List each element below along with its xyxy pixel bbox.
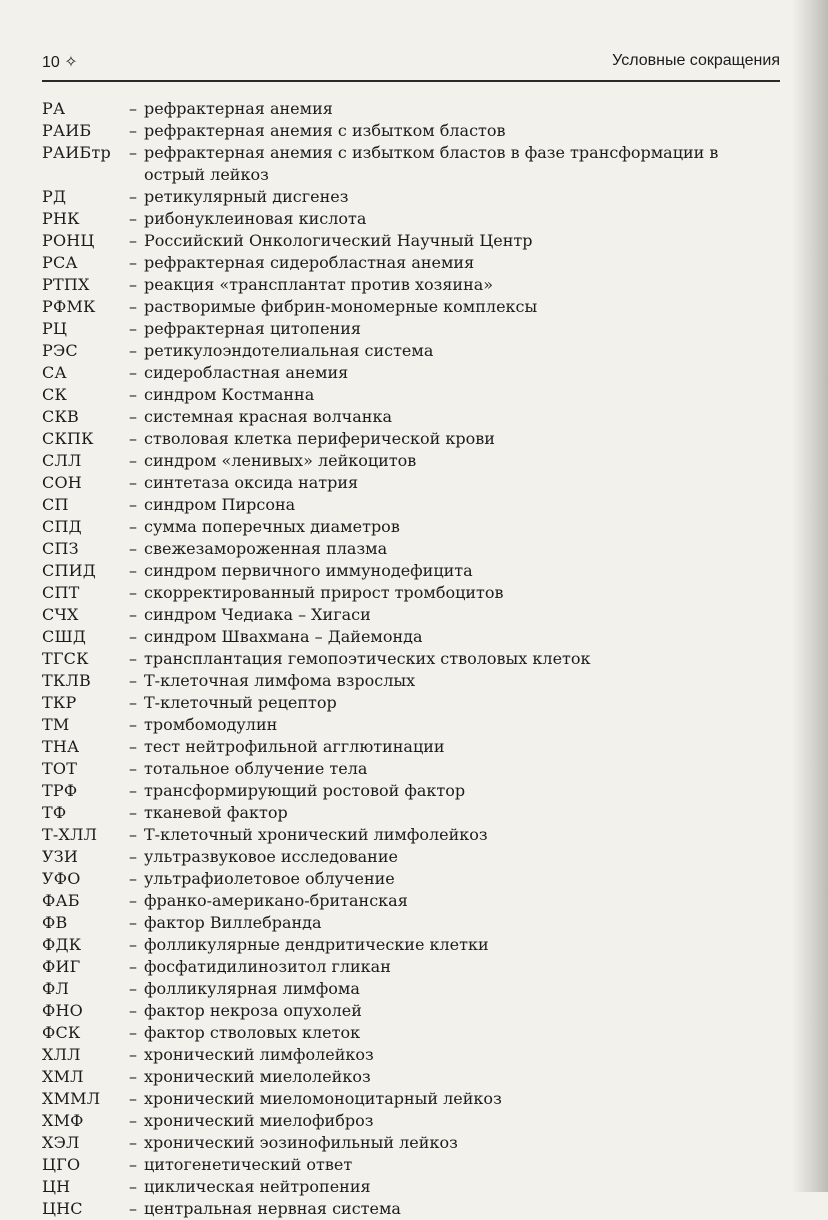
abbreviation-entry: [42, 274, 782, 296]
entry-dash: –: [129, 759, 137, 778]
abbreviation-list: [42, 98, 782, 1220]
abbreviation-term: ТКР: [42, 693, 77, 712]
abbreviation-term: ФИГ: [42, 957, 81, 976]
abbreviation-entry: [42, 186, 782, 208]
entry-dash: –: [129, 143, 137, 162]
abbreviation-term: РТПХ: [42, 275, 90, 294]
abbreviation-entry: [42, 736, 782, 758]
abbreviation-entry: [42, 978, 782, 1000]
abbreviation-entry: [42, 1088, 782, 1110]
abbreviation-entry: [42, 626, 782, 648]
abbreviation-entry: [42, 516, 782, 538]
abbreviation-definition: фактор Виллебранда: [144, 913, 322, 932]
entry-dash: –: [129, 847, 137, 866]
abbreviation-term: ЦНС: [42, 1199, 83, 1218]
abbreviation-definition: трансформирующий ростовой фактор: [144, 781, 466, 800]
page-edge-shadow: [792, 0, 828, 1192]
entry-dash: –: [129, 693, 137, 712]
abbreviation-entry: [42, 604, 782, 626]
abbreviation-entry: [42, 120, 782, 142]
abbreviation-term: РФМК: [42, 297, 96, 316]
abbreviation-entry: [42, 1132, 782, 1154]
entry-dash: –: [129, 319, 137, 338]
abbreviation-definition: ретикулярный дисгенез: [144, 187, 349, 206]
abbreviation-definition: стволовая клетка периферической крови: [144, 429, 495, 448]
abbreviation-entry: [42, 142, 782, 186]
abbreviation-term: РА: [42, 99, 66, 118]
entry-dash: –: [129, 649, 137, 668]
abbreviation-entry: [42, 340, 782, 362]
entry-dash: –: [129, 1155, 137, 1174]
entry-dash: –: [129, 627, 137, 646]
entry-dash: –: [129, 1067, 137, 1086]
abbreviation-definition: синдром Пирсона: [144, 495, 296, 514]
abbreviation-term: РЭС: [42, 341, 78, 360]
abbreviation-definition: рефрактерная анемия: [144, 99, 333, 118]
abbreviation-definition: хронический миелофиброз: [144, 1111, 374, 1130]
entry-dash: –: [129, 979, 137, 998]
abbreviation-entry: [42, 582, 782, 604]
abbreviation-term: СА: [42, 363, 67, 382]
abbreviation-definition: синдром первичного иммунодефицита: [144, 561, 473, 580]
abbreviation-term: РЦ: [42, 319, 68, 338]
entry-dash: –: [129, 715, 137, 734]
abbreviation-entry: [42, 758, 782, 780]
entry-dash: –: [129, 737, 137, 756]
abbreviation-entry: [42, 406, 782, 428]
abbreviation-entry: [42, 208, 782, 230]
abbreviation-definition: рефрактерная анемия с избытком бластов: [144, 121, 506, 140]
abbreviation-definition: фолликулярные дендритические клетки: [144, 935, 489, 954]
entry-dash: –: [129, 1199, 137, 1218]
abbreviation-definition: Т-клеточная лимфома взрослых: [144, 671, 416, 690]
header-rule: [42, 80, 780, 82]
abbreviation-definition: хронический миелолейкоз: [144, 1067, 371, 1086]
abbreviation-definition: синдром Швахмана – Дайемонда: [144, 627, 423, 646]
entry-dash: –: [129, 1177, 137, 1196]
abbreviation-definition: трансплантация гемопоэтических стволовых клеток: [144, 649, 591, 668]
entry-dash: –: [129, 209, 137, 228]
abbreviation-definition: хронический миеломоноцитарный лейкоз: [144, 1089, 502, 1108]
abbreviation-entry: [42, 1022, 782, 1044]
abbreviation-term: СПИД: [42, 561, 96, 580]
entry-dash: –: [129, 385, 137, 404]
abbreviation-definition: системная красная волчанка: [144, 407, 392, 426]
abbreviation-definition: франко-американо-британская: [144, 891, 408, 910]
abbreviation-term: СПД: [42, 517, 82, 536]
abbreviation-definition: реакция «трансплантат против хозяина»: [144, 275, 494, 294]
abbreviation-term: СШД: [42, 627, 87, 646]
abbreviation-definition: Российский Онкологический Научный Центр: [144, 231, 533, 250]
abbreviation-entry: [42, 890, 782, 912]
abbreviation-entry: [42, 230, 782, 252]
abbreviation-term: РАИБ: [42, 121, 92, 140]
entry-dash: –: [129, 407, 137, 426]
entry-dash: –: [129, 99, 137, 118]
entry-dash: –: [129, 297, 137, 316]
abbreviation-entry: [42, 1154, 782, 1176]
abbreviation-term: СЛЛ: [42, 451, 82, 470]
abbreviation-term: ЦН: [42, 1177, 71, 1196]
abbreviation-definition: Т-клеточный рецептор: [144, 693, 337, 712]
abbreviation-term: ТОТ: [42, 759, 78, 778]
abbreviation-definition: рефрактерная анемия с избытком бластов в фазе трансформации в острый лейкоз: [144, 143, 719, 184]
abbreviation-term: РОНЦ: [42, 231, 95, 250]
abbreviation-entry: [42, 802, 782, 824]
abbreviation-definition: синдром «ленивых» лейкоцитов: [144, 451, 417, 470]
abbreviation-term: ТКЛВ: [42, 671, 91, 690]
abbreviation-entry: [42, 1198, 782, 1220]
abbreviation-definition: ультрафиолетовое облучение: [144, 869, 395, 888]
entry-dash: –: [129, 253, 137, 272]
entry-dash: –: [129, 341, 137, 360]
entry-dash: –: [129, 891, 137, 910]
entry-dash: –: [129, 583, 137, 602]
abbreviation-entry: [42, 494, 782, 516]
abbreviation-entry: [42, 538, 782, 560]
abbreviation-term: СОН: [42, 473, 82, 492]
abbreviation-term: ХМФ: [42, 1111, 84, 1130]
entry-dash: –: [129, 451, 137, 470]
entry-dash: –: [129, 275, 137, 294]
abbreviation-term: СПТ: [42, 583, 80, 602]
abbreviation-entry: [42, 450, 782, 472]
abbreviation-entry: [42, 1000, 782, 1022]
abbreviation-entry: [42, 846, 782, 868]
entry-dash: –: [129, 1001, 137, 1020]
abbreviation-term: ТГСК: [42, 649, 89, 668]
abbreviation-entry: [42, 868, 782, 890]
entry-dash: –: [129, 1133, 137, 1152]
entry-dash: –: [129, 473, 137, 492]
entry-dash: –: [129, 187, 137, 206]
abbreviation-term: РД: [42, 187, 67, 206]
abbreviation-definition: фосфатидилинозитол гликан: [144, 957, 391, 976]
entry-dash: –: [129, 781, 137, 800]
abbreviation-entry: [42, 472, 782, 494]
abbreviation-entry: [42, 670, 782, 692]
abbreviation-entry: [42, 780, 782, 802]
entry-dash: –: [129, 517, 137, 536]
abbreviation-definition: тромбомодулин: [144, 715, 278, 734]
abbreviation-entry: [42, 714, 782, 736]
abbreviation-definition: рефрактерная цитопения: [144, 319, 361, 338]
abbreviation-term: ТФ: [42, 803, 67, 822]
abbreviation-definition: фактор стволовых клеток: [144, 1023, 361, 1042]
abbreviation-definition: скорректированный прирост тромбоцитов: [144, 583, 504, 602]
abbreviation-definition: синтетаза оксида натрия: [144, 473, 359, 492]
abbreviation-term: УФО: [42, 869, 81, 888]
abbreviation-term: ФСК: [42, 1023, 81, 1042]
page-header: [42, 50, 780, 76]
entry-dash: –: [129, 869, 137, 888]
abbreviation-term: ТМ: [42, 715, 70, 734]
entry-dash: –: [129, 121, 137, 140]
abbreviation-definition: тест нейтрофильной агглютинации: [144, 737, 445, 756]
entry-dash: –: [129, 913, 137, 932]
entry-dash: –: [129, 1045, 137, 1064]
abbreviation-term: ФАБ: [42, 891, 80, 910]
abbreviation-term: ХЛЛ: [42, 1045, 81, 1064]
abbreviation-term: СКВ: [42, 407, 79, 426]
abbreviation-term: УЗИ: [42, 847, 79, 866]
abbreviation-definition: сумма поперечных диаметров: [144, 517, 400, 536]
entry-dash: –: [129, 1089, 137, 1108]
abbreviation-entry: [42, 1176, 782, 1198]
abbreviation-definition: сидеробластная анемия: [144, 363, 349, 382]
entry-dash: –: [129, 605, 137, 624]
entry-dash: –: [129, 495, 137, 514]
abbreviation-entry: [42, 1110, 782, 1132]
abbreviation-term: ТНА: [42, 737, 80, 756]
abbreviation-definition: синдром Чедиака – Хигаси: [144, 605, 371, 624]
entry-dash: –: [129, 825, 137, 844]
abbreviation-entry: [42, 1066, 782, 1088]
entry-dash: –: [129, 935, 137, 954]
abbreviation-term: ТРФ: [42, 781, 78, 800]
abbreviation-definition: рибонуклеиновая кислота: [144, 209, 367, 228]
abbreviation-definition: центральная нервная система: [144, 1199, 401, 1218]
abbreviation-term: ХММЛ: [42, 1089, 101, 1108]
abbreviation-term: СК: [42, 385, 68, 404]
abbreviation-definition: цитогенетический ответ: [144, 1155, 353, 1174]
section-title: Условные сокращения: [612, 52, 780, 69]
abbreviation-entry: [42, 318, 782, 340]
abbreviation-entry: [42, 912, 782, 934]
abbreviation-entry: [42, 428, 782, 450]
abbreviation-definition: хронический эозинофильный лейкоз: [144, 1133, 458, 1152]
abbreviation-entry: [42, 692, 782, 714]
abbreviation-definition: ретикулоэндотелиальная система: [144, 341, 434, 360]
entry-dash: –: [129, 671, 137, 690]
entry-dash: –: [129, 561, 137, 580]
abbreviation-term: СКПК: [42, 429, 94, 448]
abbreviation-term: ФЛ: [42, 979, 70, 998]
abbreviation-entry: [42, 252, 782, 274]
abbreviation-term: ХМЛ: [42, 1067, 84, 1086]
abbreviation-entry: [42, 362, 782, 384]
abbreviation-definition: Т-клеточный хронический лимфолейкоз: [144, 825, 488, 844]
abbreviation-definition: циклическая нейтропения: [144, 1177, 371, 1196]
abbreviation-definition: синдром Костманна: [144, 385, 315, 404]
page-number: 10 ✧: [42, 54, 78, 71]
entry-dash: –: [129, 231, 137, 250]
abbreviation-definition: фактор некроза опухолей: [144, 1001, 362, 1020]
abbreviation-entry: [42, 648, 782, 670]
abbreviation-term: ФНО: [42, 1001, 83, 1020]
abbreviation-term: ХЭЛ: [42, 1133, 80, 1152]
abbreviation-entry: [42, 296, 782, 318]
abbreviation-term: СП: [42, 495, 69, 514]
abbreviation-entry: [42, 384, 782, 406]
abbreviation-definition: фолликулярная лимфома: [144, 979, 360, 998]
entry-dash: –: [129, 1111, 137, 1130]
abbreviation-entry: [42, 824, 782, 846]
abbreviation-term: ФВ: [42, 913, 68, 932]
abbreviation-entry: [42, 98, 782, 120]
abbreviation-definition: тканевой фактор: [144, 803, 288, 822]
entry-dash: –: [129, 539, 137, 558]
abbreviation-definition: ультразвуковое исследование: [144, 847, 398, 866]
abbreviation-term: СЧХ: [42, 605, 79, 624]
abbreviation-term: СПЗ: [42, 539, 79, 558]
abbreviation-definition: тотальное облучение тела: [144, 759, 368, 778]
abbreviation-term: РСА: [42, 253, 78, 272]
abbreviation-term: РНК: [42, 209, 80, 228]
entry-dash: –: [129, 957, 137, 976]
entry-dash: –: [129, 363, 137, 382]
abbreviation-term: ФДК: [42, 935, 82, 954]
abbreviation-definition: рефрактерная сидеробластная анемия: [144, 253, 475, 272]
entry-dash: –: [129, 429, 137, 448]
abbreviation-definition: хронический лимфолейкоз: [144, 1045, 374, 1064]
entry-dash: –: [129, 1023, 137, 1042]
abbreviation-term: Т-ХЛЛ: [42, 825, 98, 844]
abbreviation-term: ЦГО: [42, 1155, 81, 1174]
abbreviation-entry: [42, 956, 782, 978]
entry-dash: –: [129, 803, 137, 822]
abbreviation-definition: свежезамороженная плазма: [144, 539, 388, 558]
abbreviation-entry: [42, 560, 782, 582]
abbreviation-entry: [42, 934, 782, 956]
abbreviation-entry: [42, 1044, 782, 1066]
abbreviation-definition: растворимые фибрин-мономерные комплексы: [144, 297, 538, 316]
abbreviation-term: РАИБтр: [42, 143, 111, 162]
